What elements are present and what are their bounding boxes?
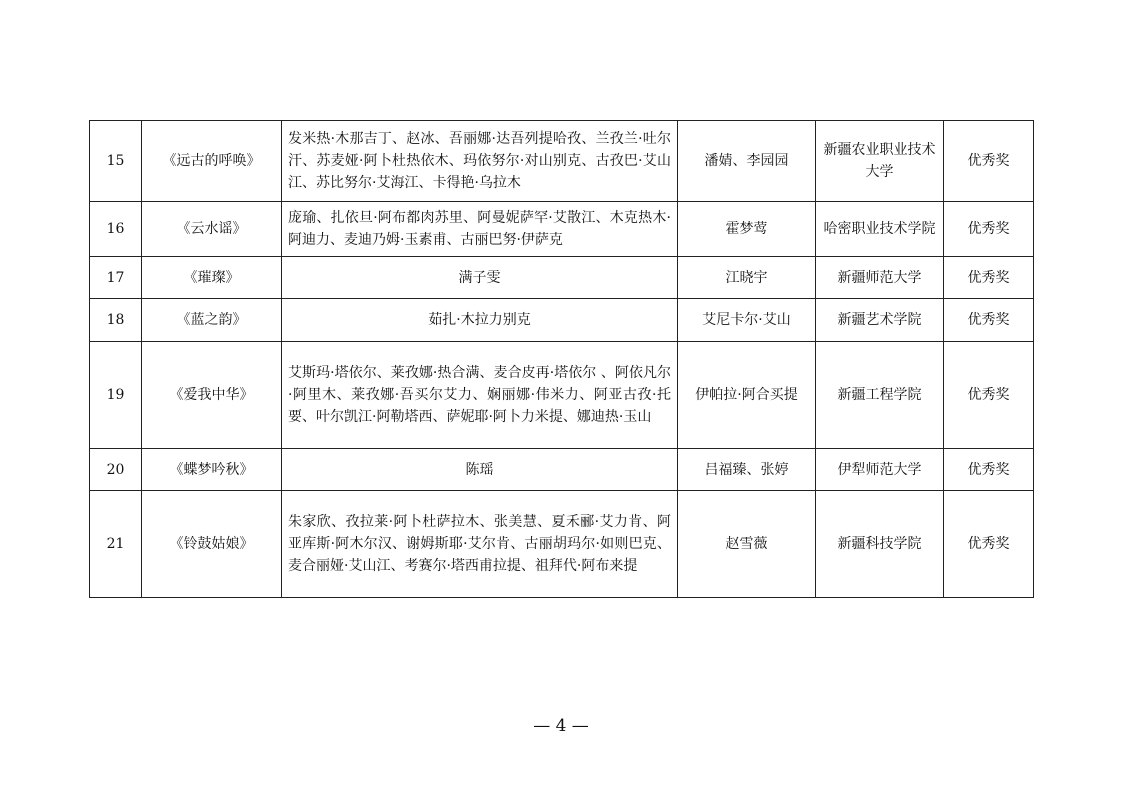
authors-cell: 朱家欣、孜拉莱·阿卜杜萨拉木、张美慧、夏禾郦·艾力肯、阿亚库斯·阿木尔汉、谢姆斯耶·艾尔肯、古丽胡玛尔·如则巴克、麦合丽娅·艾山江、考赛尔·塔西甫拉提、祖拜代·阿布来提 (282, 491, 678, 598)
school-cell: 新疆农业职业技术大学 (816, 121, 944, 202)
work-title: 《云水谣》 (142, 202, 282, 257)
row-number: 16 (90, 202, 142, 257)
school-cell: 新疆艺术学院 (816, 299, 944, 342)
table-row (90, 491, 1034, 598)
advisor-cell: 潘婧、李园园 (678, 121, 816, 202)
school-cell: 新疆科技学院 (816, 491, 944, 598)
page-number: — 4 — (533, 716, 589, 736)
award-cell: 优秀奖 (944, 257, 1034, 299)
authors-cell: 庞瑜、扎依旦·阿布都肉苏里、阿曼妮萨罕·艾散江、木克热木·阿迪力、麦迪乃姆·玉素甫、古丽巴努·伊萨克 (282, 202, 678, 257)
authors-cell: 陈瑶 (282, 449, 678, 491)
row-number: 19 (90, 342, 142, 449)
table-row (90, 342, 1034, 449)
advisor-cell: 吕福臻、张婷 (678, 449, 816, 491)
work-title: 《爱我中华》 (142, 342, 282, 449)
table-row (90, 299, 1034, 342)
award-cell: 优秀奖 (944, 202, 1034, 257)
award-table (89, 120, 1034, 598)
advisor-cell: 霍梦莺 (678, 202, 816, 257)
row-number: 17 (90, 257, 142, 299)
authors-cell: 发米热·木那吉丁、赵冰、吾丽娜·达吾列提哈孜、兰孜兰·吐尔汗、苏麦娅·阿卜杜热依木、玛依努尔·对山别克、古孜巴·艾山江、苏比努尔·艾海江、卡得艳·乌拉木 (282, 121, 678, 202)
school-cell: 新疆工程学院 (816, 342, 944, 449)
row-number: 20 (90, 449, 142, 491)
work-title: 《璀璨》 (142, 257, 282, 299)
award-cell: 优秀奖 (944, 299, 1034, 342)
work-title: 《远古的呼唤》 (142, 121, 282, 202)
advisor-cell: 赵雪薇 (678, 491, 816, 598)
work-title: 《蝶梦吟秋》 (142, 449, 282, 491)
work-title: 《蓝之韵》 (142, 299, 282, 342)
award-cell: 优秀奖 (944, 491, 1034, 598)
table-row (90, 121, 1034, 202)
row-number: 15 (90, 121, 142, 202)
school-cell: 伊犁师范大学 (816, 449, 944, 491)
table-row (90, 257, 1034, 299)
authors-cell: 茹扎·木拉力别克 (282, 299, 678, 342)
work-title: 《铃鼓姑娘》 (142, 491, 282, 598)
award-cell: 优秀奖 (944, 449, 1034, 491)
table-row (90, 449, 1034, 491)
award-cell: 优秀奖 (944, 342, 1034, 449)
row-number: 18 (90, 299, 142, 342)
table-row (90, 202, 1034, 257)
advisor-cell: 江晓宇 (678, 257, 816, 299)
award-cell: 优秀奖 (944, 121, 1034, 202)
advisor-cell: 艾尼卡尔·艾山 (678, 299, 816, 342)
school-cell: 哈密职业技术学院 (816, 202, 944, 257)
authors-cell: 满子雯 (282, 257, 678, 299)
advisor-cell: 伊帕拉·阿合买提 (678, 342, 816, 449)
row-number: 21 (90, 491, 142, 598)
authors-cell: 艾斯玛·塔依尔、莱孜娜·热合满、麦合皮再·塔依尔 、阿依凡尔·阿里木、莱孜娜·吾买尔艾力、娴丽娜·伟米力、阿亚古孜·托要、叶尔凯江·阿勒塔西、萨妮耶·阿卜力米提、娜迪热·玉山 (282, 342, 678, 449)
school-cell: 新疆师范大学 (816, 257, 944, 299)
